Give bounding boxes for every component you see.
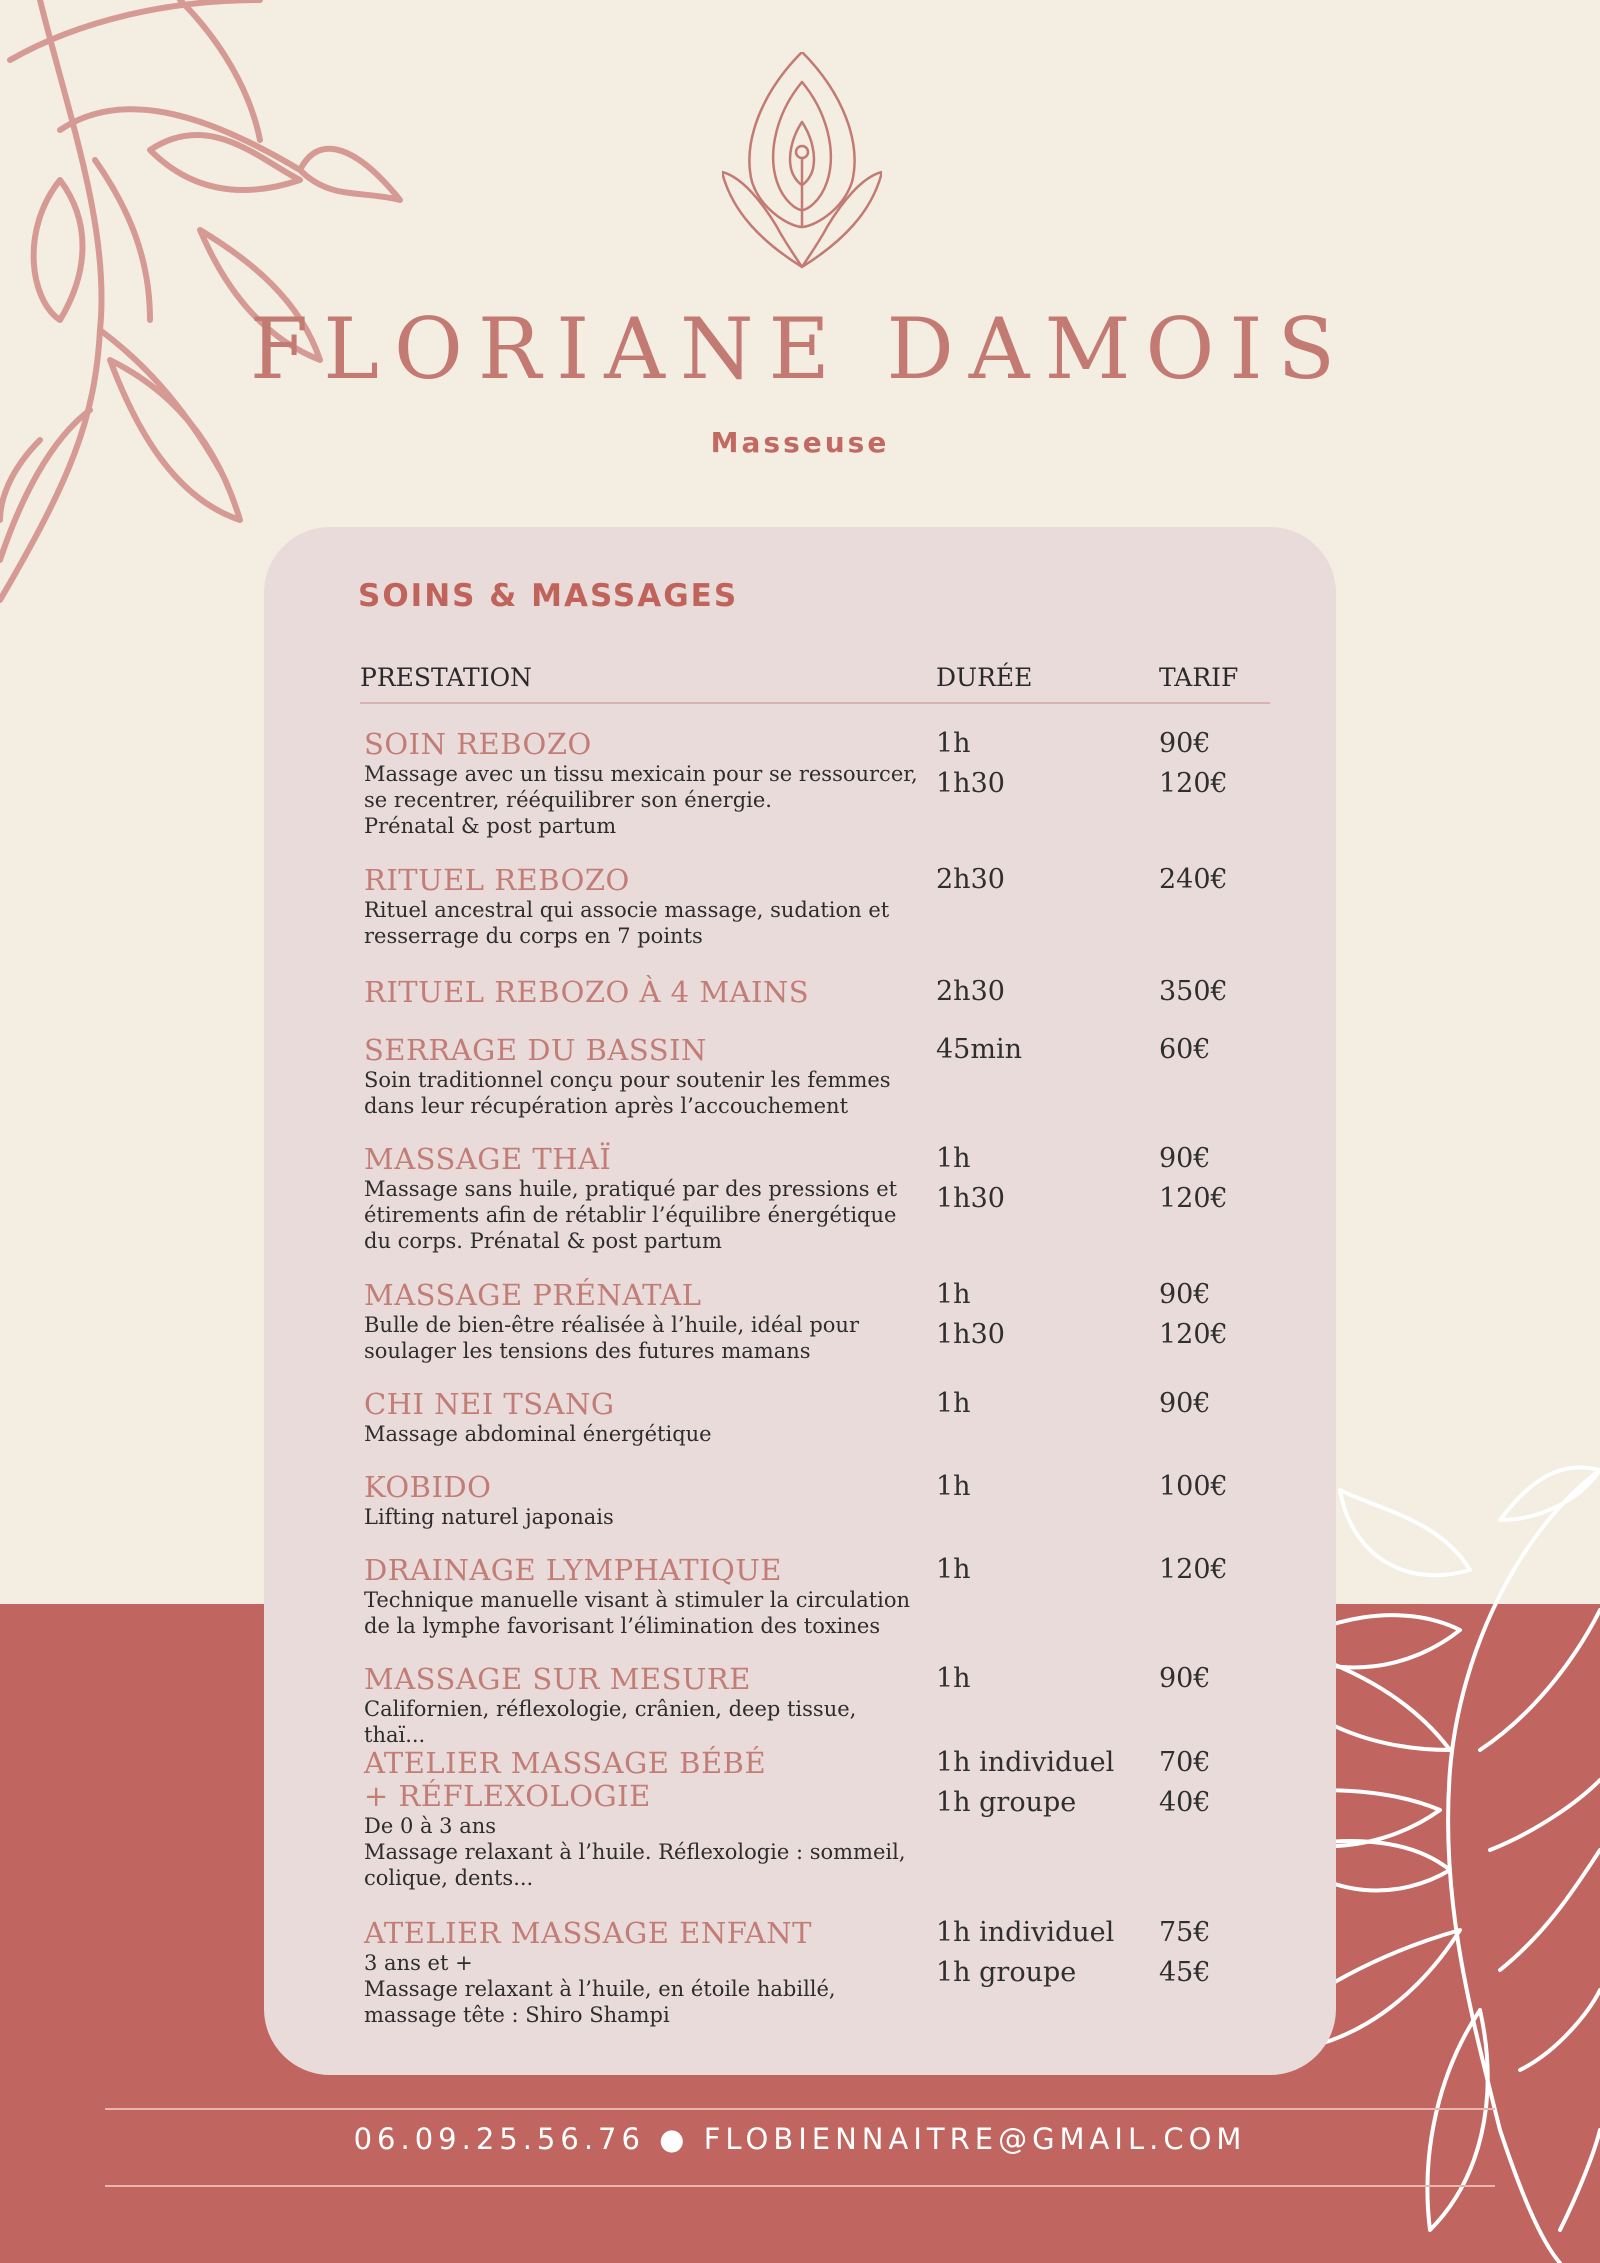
service-name: KOBIDO	[364, 1470, 492, 1504]
service-description: Massage relaxant à l’huile. Réflexologie : sommeil,	[364, 1840, 906, 1864]
price-value: 60€	[1159, 1034, 1211, 1065]
service-name: RITUEL REBOZO	[364, 863, 630, 897]
service-description: Technique manuelle visant à stimuler la circulation	[364, 1588, 911, 1612]
service-price	[1159, 1659, 1211, 1699]
price-value: 70€	[1159, 1747, 1211, 1778]
duration-value: 1h	[936, 1143, 971, 1174]
service-price	[1159, 1550, 1228, 1590]
service-description: Bulle de bien-être réalisée à l’huile, idéal pour	[364, 1313, 859, 1337]
service-description: soulager les tensions des futures mamans	[364, 1339, 811, 1363]
price-value: 350€	[1159, 976, 1228, 1007]
service-price	[1159, 1030, 1211, 1070]
duration-value: 1h	[936, 1388, 971, 1419]
service-name: MASSAGE SUR MESURE	[364, 1662, 751, 1696]
service-price	[1159, 1743, 1211, 1823]
price-value: 90€	[1159, 728, 1211, 759]
service-item	[364, 1747, 924, 1891]
service-item	[364, 1471, 924, 1530]
service-description: étirements afin de rétablir l’équilibre énergétique	[364, 1203, 897, 1227]
service-name: MASSAGE PRÉNATAL	[364, 1278, 702, 1312]
service-description: colique, dents...	[364, 1866, 534, 1890]
service-item	[364, 1143, 924, 1254]
service-item	[364, 728, 924, 839]
duration-value: 45min	[936, 1034, 1022, 1065]
duration-value: 1h30	[936, 1183, 1005, 1214]
service-duration	[936, 1550, 971, 1590]
duration-value: 1h individuel	[936, 1917, 1115, 1948]
price-value: 100€	[1159, 1471, 1228, 1502]
service-duration	[936, 1275, 1005, 1355]
service-description: Rituel ancestral qui associe massage, sudation et	[364, 898, 890, 922]
service-item	[364, 1917, 924, 2028]
service-description: massage tête : Shiro Shampi	[364, 2003, 670, 2027]
price-value: 120€	[1159, 1183, 1228, 1214]
service-description: 3 ans et +	[364, 1951, 473, 1975]
service-duration	[936, 1384, 971, 1424]
price-value: 75€	[1159, 1917, 1211, 1948]
footer-contact: 06.09.25.56.76 ● FLOBIENNAITRE@GMAIL.COM	[353, 2122, 1247, 2156]
service-name: ATELIER MASSAGE BÉBÉ	[364, 1746, 767, 1780]
service-description: Massage relaxant à l’huile, en étoile habillé,	[364, 1977, 836, 2001]
price-value: 90€	[1159, 1279, 1211, 1310]
duration-value: 1h individuel	[936, 1747, 1115, 1778]
price-value: 40€	[1159, 1787, 1211, 1818]
service-name: SERRAGE DU BASSIN	[364, 1033, 707, 1067]
service-name: RITUEL REBOZO À 4 MAINS	[364, 975, 810, 1009]
service-name: ATELIER MASSAGE ENFANT	[364, 1916, 812, 1950]
service-price	[1159, 724, 1228, 804]
service-price	[1159, 972, 1228, 1012]
section-title: SOINS & MASSAGES	[358, 578, 739, 614]
service-description: resserrage du corps en 7 points	[364, 924, 703, 948]
lotus-logo-icon	[722, 52, 882, 277]
service-duration	[936, 724, 1005, 804]
service-description: de la lymphe favorisant l’élimination des toxines	[364, 1614, 881, 1638]
service-description: Lifting naturel japonais	[364, 1505, 614, 1529]
service-item	[364, 864, 924, 949]
header-divider	[360, 702, 1270, 704]
column-header-tarif: TARIF	[1159, 663, 1239, 692]
column-header-prestation: PRESTATION	[360, 663, 532, 692]
service-duration	[936, 1913, 1114, 1993]
service-item	[364, 1034, 924, 1119]
price-value: 120€	[1159, 1319, 1228, 1350]
price-value: 90€	[1159, 1663, 1211, 1694]
service-description: Californien, réflexologie, crânien, deep tissue, thaï...	[364, 1697, 857, 1747]
duration-value: 1h	[936, 1279, 971, 1310]
duration-value: 1h	[936, 1663, 971, 1694]
service-item	[364, 1279, 924, 1364]
service-name: MASSAGE THAÏ	[364, 1142, 612, 1176]
duration-value: 1h	[936, 728, 971, 759]
service-price	[1159, 860, 1228, 900]
service-duration	[936, 860, 1005, 900]
service-description: Massage avec un tissu mexicain pour se ressourcer,	[364, 762, 918, 786]
service-description: dans leur récupération après l’accouchement	[364, 1094, 849, 1118]
price-value: 120€	[1159, 768, 1228, 799]
service-duration	[936, 1743, 1114, 1823]
service-description: Prénatal & post partum	[364, 814, 617, 838]
service-name: SOIN REBOZO	[364, 727, 592, 761]
service-duration	[936, 972, 1005, 1012]
column-header-duree: DURÉE	[936, 663, 1033, 692]
service-item	[364, 1663, 924, 1748]
service-price	[1159, 1384, 1211, 1424]
duration-value: 1h30	[936, 768, 1005, 799]
service-price	[1159, 1467, 1228, 1507]
price-value: 90€	[1159, 1143, 1211, 1174]
price-value: 45€	[1159, 1957, 1211, 1988]
service-item	[364, 976, 924, 1009]
service-duration	[936, 1139, 1005, 1219]
service-description: Massage sans huile, pratiqué par des pressions et	[364, 1177, 898, 1201]
price-value: 240€	[1159, 864, 1228, 895]
brand-name: FLORIANE DAMOIS	[249, 300, 1351, 398]
duration-value: 1h groupe	[936, 1957, 1077, 1988]
service-name: DRAINAGE LYMPHATIQUE	[364, 1553, 782, 1587]
service-name: CHI NEI TSANG	[364, 1387, 615, 1421]
footer-divider-top	[105, 2108, 1495, 2110]
duration-value: 1h30	[936, 1319, 1005, 1350]
duration-value: 1h	[936, 1471, 971, 1502]
service-duration	[936, 1659, 971, 1699]
service-description: De 0 à 3 ans	[364, 1814, 497, 1838]
duration-value: 1h groupe	[936, 1787, 1077, 1818]
service-price	[1159, 1275, 1228, 1355]
service-duration	[936, 1030, 1022, 1070]
service-name: + RÉFLEXOLOGIE	[364, 1779, 651, 1813]
service-price	[1159, 1913, 1211, 1993]
duration-value: 2h30	[936, 864, 1005, 895]
service-description: Soin traditionnel conçu pour soutenir les femmes	[364, 1068, 891, 1092]
duration-value: 1h	[936, 1554, 971, 1585]
footer-divider-bottom	[105, 2185, 1495, 2187]
brand-subtitle: Masseuse	[710, 426, 890, 459]
duration-value: 2h30	[936, 976, 1005, 1007]
service-item	[364, 1554, 924, 1639]
price-value: 120€	[1159, 1554, 1228, 1585]
service-description: du corps. Prénatal & post partum	[364, 1229, 722, 1253]
service-duration	[936, 1467, 971, 1507]
service-description: Massage abdominal énergétique	[364, 1422, 712, 1446]
service-price	[1159, 1139, 1228, 1219]
service-item	[364, 1388, 924, 1447]
service-description: se recentrer, rééquilibrer son énergie.	[364, 788, 772, 812]
price-value: 90€	[1159, 1388, 1211, 1419]
